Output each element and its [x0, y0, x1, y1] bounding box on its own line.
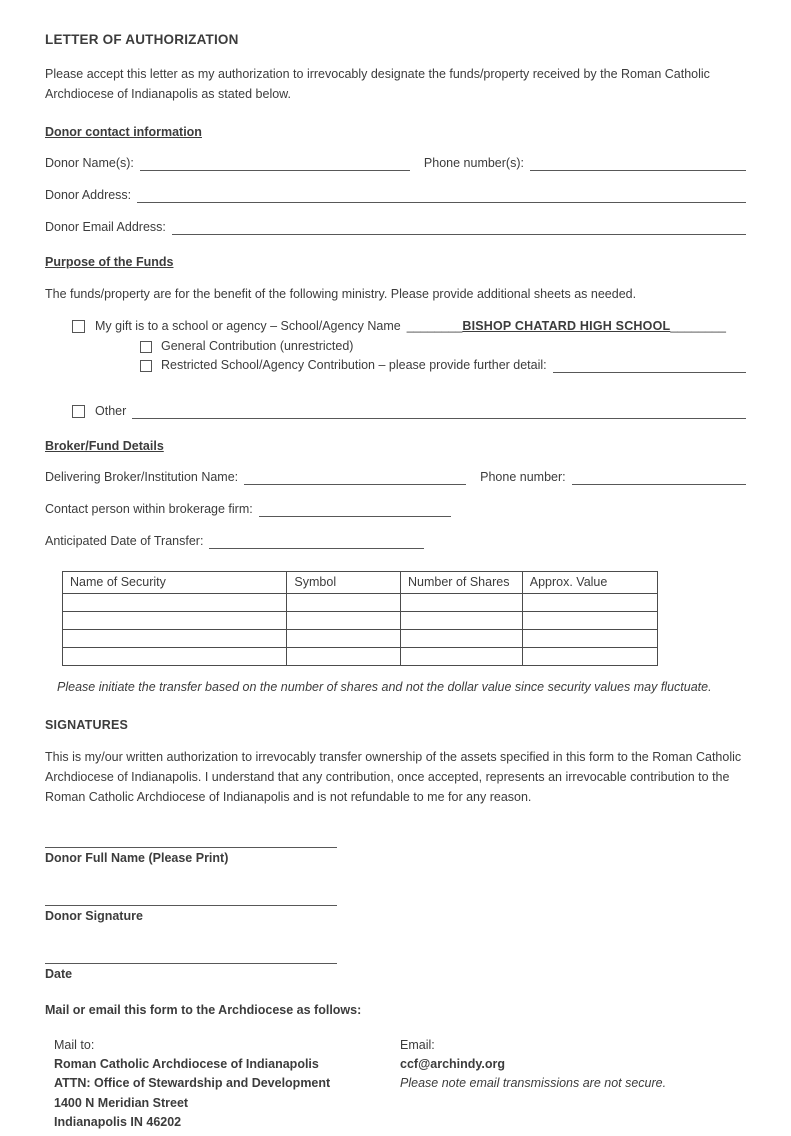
shares-cell[interactable]	[401, 647, 523, 665]
other-option-checkbox[interactable]	[72, 405, 85, 418]
email-label: Email:	[400, 1037, 435, 1052]
donor-phone-label: Phone number(s):	[423, 155, 524, 170]
symbol-cell[interactable]	[287, 593, 401, 611]
donor-address-label: Donor Address:	[45, 187, 132, 202]
mail-to-line-3: 1400 N Meridian Street	[54, 1095, 189, 1110]
school-name-blank-suffix: ________	[670, 318, 726, 333]
security-cell[interactable]	[63, 611, 287, 629]
broker-contact-row	[45, 502, 746, 517]
donor-email-row	[45, 220, 746, 235]
email-block	[400, 1037, 746, 1133]
broker-institution-row	[45, 470, 746, 485]
donor-signature-block	[45, 891, 746, 923]
col-header-approx-value: Approx. Value	[522, 571, 657, 593]
shares-cell[interactable]	[401, 629, 523, 647]
broker-contact-field[interactable]	[259, 503, 451, 517]
broker-contact-label: Contact person within brokerage firm:	[45, 501, 253, 516]
broker-institution-label: Delivering Broker/Institution Name:	[45, 469, 239, 484]
restricted-detail-field[interactable]	[553, 359, 746, 373]
restricted-contribution-checkbox[interactable]	[140, 360, 152, 372]
section-heading-purpose: Purpose of the Funds	[45, 254, 174, 269]
donor-signature-field[interactable]	[45, 891, 337, 906]
section-heading-broker: Broker/Fund Details	[45, 438, 164, 453]
mail-to-block	[54, 1037, 400, 1133]
school-option-label: My gift is to a school or agency – School/Agency Name	[95, 318, 401, 333]
symbol-cell[interactable]	[287, 611, 401, 629]
mail-to-label: Mail to:	[54, 1037, 95, 1052]
school-name-value: BISHOP CHATARD HIGH SCHOOL	[462, 318, 671, 333]
donor-phone-field[interactable]	[530, 157, 746, 171]
authorization-statement: This is my/our written authorization to irrevocably transfer ownership of the assets specified in this form to the Roman Catholic Archdiocese of Indianapolis. I understand that any contribution, once accepted, represents an irrevocable contribution to the Roman Catholic Archdiocese of Indianapolis and is not refundable to me for any reason.	[45, 749, 742, 804]
submission-instruction: Mail or email this form to the Archdiocese as follows:	[45, 1002, 362, 1017]
date-block	[45, 949, 746, 981]
section-heading-donor-contact: Donor contact information	[45, 124, 202, 139]
securities-table-body	[63, 593, 658, 665]
transfer-date-label: Anticipated Date of Transfer:	[45, 533, 204, 548]
col-header-symbol: Symbol	[287, 571, 401, 593]
symbol-cell[interactable]	[287, 647, 401, 665]
purpose-instruction: The funds/property are for the benefit of the following ministry. Please provide additional sheets as needed.	[45, 286, 637, 301]
donor-full-name-block	[45, 833, 746, 865]
restricted-contribution-row	[140, 358, 746, 373]
email-address: ccf@archindy.org	[400, 1057, 506, 1071]
restricted-contribution-label: Restricted School/Agency Contribution – please provide further detail:	[161, 357, 547, 372]
donor-email-label: Donor Email Address:	[45, 219, 166, 234]
col-header-number-of-shares: Number of Shares	[401, 571, 523, 593]
broker-phone-field[interactable]	[572, 471, 746, 485]
shares-cell[interactable]	[401, 611, 523, 629]
mail-to-line-1: Roman Catholic Archdiocese of Indianapolis	[54, 1057, 319, 1071]
general-contribution-row	[140, 339, 746, 354]
general-contribution-checkbox[interactable]	[140, 341, 152, 353]
mail-to-line-4: Indianapolis IN 46202	[54, 1114, 182, 1129]
value-cell[interactable]	[522, 611, 657, 629]
table-row	[63, 629, 658, 647]
value-cell[interactable]	[522, 629, 657, 647]
school-option-checkbox[interactable]	[72, 320, 85, 333]
value-cell[interactable]	[522, 647, 657, 665]
broker-phone-label: Phone number:	[480, 469, 566, 484]
section-heading-signatures: SIGNATURES	[45, 717, 129, 732]
donor-full-name-label: Donor Full Name (Please Print)	[45, 850, 229, 865]
email-security-note: Please note email transmissions are not secure.	[400, 1076, 667, 1091]
col-header-name-of-security: Name of Security	[63, 571, 287, 593]
donor-email-field[interactable]	[172, 221, 746, 235]
page-title: LETTER OF AUTHORIZATION	[45, 32, 239, 47]
securities-table	[62, 571, 658, 666]
donor-name-label: Donor Name(s):	[45, 155, 134, 170]
school-option-row	[72, 319, 746, 334]
donor-name-field[interactable]	[140, 157, 410, 171]
broker-institution-field[interactable]	[244, 471, 466, 485]
other-option-row	[72, 404, 746, 419]
securities-table-header-row	[63, 571, 658, 593]
table-row	[63, 611, 658, 629]
symbol-cell[interactable]	[287, 629, 401, 647]
table-row	[63, 593, 658, 611]
donor-name-phone-row	[45, 156, 746, 171]
intro-paragraph: Please accept this letter as my authorization to irrevocably designate the funds/property received by the Roman Catholic Archdiocese of Indianapolis as stated below.	[45, 67, 710, 102]
security-cell[interactable]	[63, 593, 287, 611]
donor-full-name-field[interactable]	[45, 833, 337, 848]
mail-to-line-2: ATTN: Office of Stewardship and Development	[54, 1076, 331, 1091]
other-detail-field[interactable]	[132, 405, 746, 419]
general-contribution-label: General Contribution (unrestricted)	[161, 338, 354, 353]
table-row	[63, 647, 658, 665]
other-option-label: Other	[95, 403, 127, 418]
donor-address-field[interactable]	[137, 189, 746, 203]
shares-cell[interactable]	[401, 593, 523, 611]
transfer-date-field[interactable]	[209, 535, 424, 549]
security-cell[interactable]	[63, 629, 287, 647]
value-cell[interactable]	[522, 593, 657, 611]
donor-signature-label: Donor Signature	[45, 908, 143, 923]
date-field[interactable]	[45, 949, 337, 964]
transfer-date-row	[45, 534, 746, 549]
transfer-note: Please initiate the transfer based on the number of shares and not the dollar value since security values may fluctuate.	[57, 679, 712, 694]
security-cell[interactable]	[63, 647, 287, 665]
submission-footer	[45, 1037, 746, 1136]
school-name-blank-prefix: ________	[406, 318, 463, 333]
date-label: Date	[45, 966, 73, 981]
donor-address-row	[45, 188, 746, 203]
